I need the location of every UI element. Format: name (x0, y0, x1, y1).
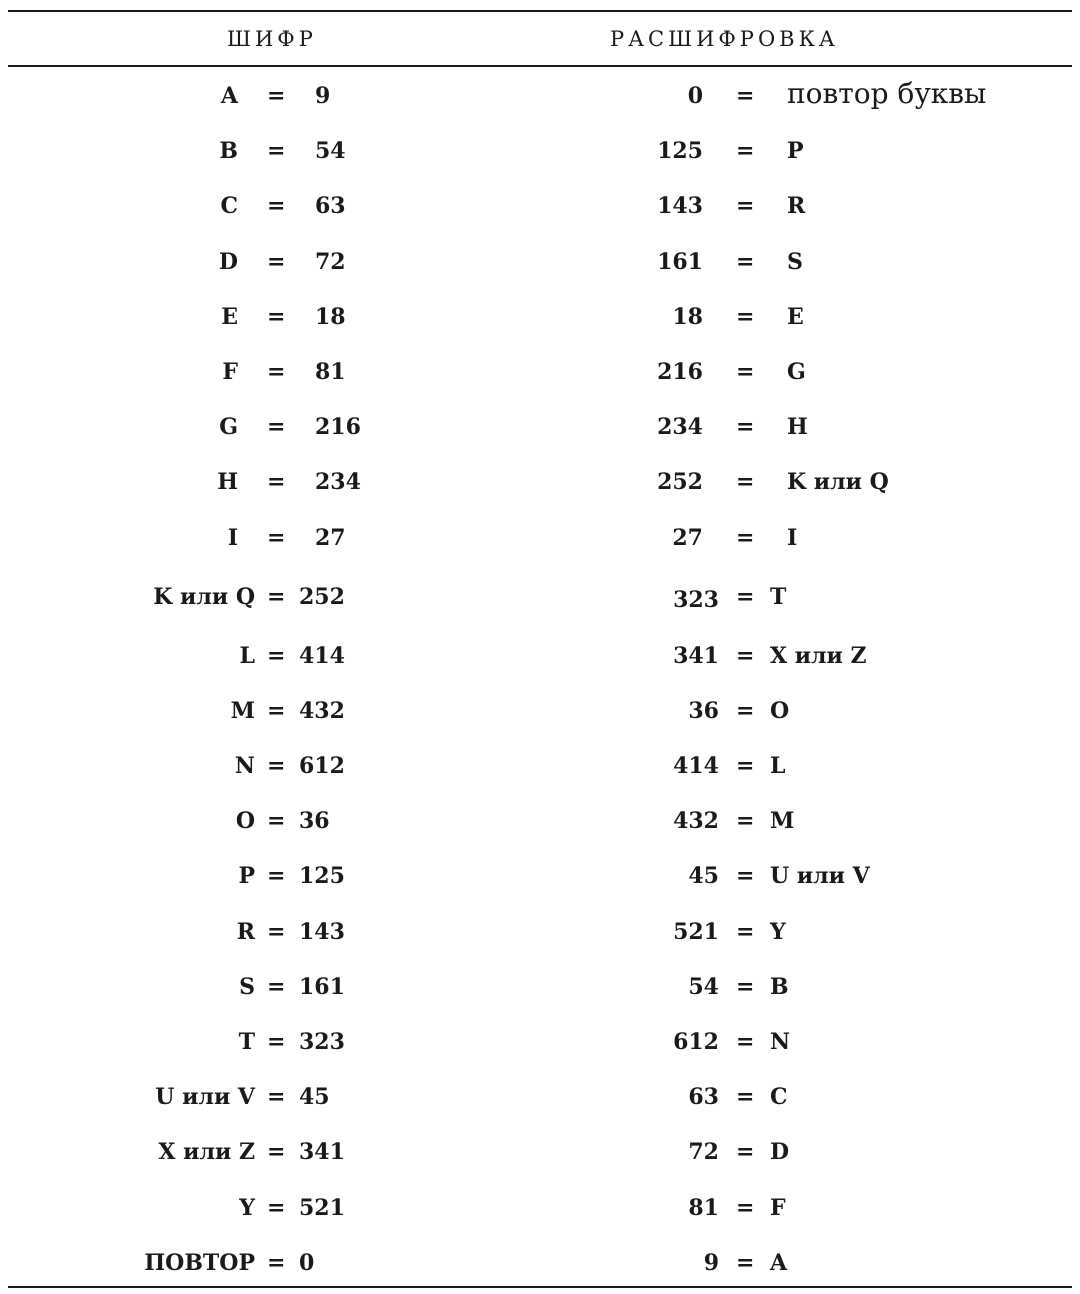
cipher-code: 27 (315, 525, 346, 551)
decoding-equals: = (736, 414, 755, 440)
cipher-letter: G (219, 414, 238, 440)
decoding-code: 72 (688, 1139, 719, 1165)
decoding-code: 252 (657, 469, 703, 495)
decoding-equals: = (736, 138, 755, 164)
cipher-letter: A (220, 83, 238, 109)
cipher-code: 161 (299, 974, 345, 1000)
decoding-code: 521 (673, 919, 719, 945)
cipher-code: 9 (315, 83, 331, 109)
decoding-equals: = (736, 359, 755, 385)
cipher-equals: = (267, 138, 286, 164)
cipher-letter: N (234, 753, 255, 779)
cipher-equals: = (267, 1195, 286, 1221)
cipher-code: 323 (299, 1029, 345, 1055)
cipher-equals: = (267, 1084, 286, 1110)
decoding-letter: O (770, 698, 790, 724)
decoding-code: 414 (673, 753, 719, 779)
decoding-letter: G (787, 359, 806, 385)
cipher-code: 414 (299, 643, 345, 669)
cipher-letter: C (220, 193, 238, 219)
cipher-letter: M (230, 698, 255, 724)
decoding-code: 161 (657, 249, 703, 275)
decoding-letter: повтор буквы (787, 77, 987, 110)
cipher-equals: = (267, 414, 286, 440)
decoding-code: 0 (687, 83, 703, 109)
cipher-equals: = (267, 359, 286, 385)
cipher-equals: = (267, 525, 286, 551)
decoding-equals: = (736, 808, 755, 834)
cipher-equals: = (267, 808, 286, 834)
decoding-code: 27 (672, 525, 703, 551)
cipher-code: 143 (299, 919, 345, 945)
cipher-equals: = (267, 1250, 286, 1276)
cipher-equals: = (267, 469, 286, 495)
decoding-letter: X или Z (770, 643, 867, 669)
cipher-letter: X или Z (158, 1139, 255, 1165)
decoding-letter: F (770, 1195, 786, 1221)
cipher-equals: = (267, 584, 286, 610)
cipher-letter: Y (239, 1195, 255, 1221)
cipher-letter: D (218, 249, 238, 275)
cipher-equals: = (267, 698, 286, 724)
decoding-code: 125 (657, 138, 703, 164)
decoding-code: 234 (657, 414, 703, 440)
decoding-code: 63 (688, 1084, 719, 1110)
decoding-equals: = (736, 1029, 755, 1055)
cipher-letter: U или V (155, 1084, 255, 1110)
cipher-equals: = (267, 249, 286, 275)
decoding-letter: Y (770, 919, 786, 945)
cipher-code: 0 (299, 1250, 315, 1276)
decoding-code: 323 (673, 587, 719, 613)
cipher-code: 125 (299, 863, 345, 889)
cipher-code: 521 (299, 1195, 345, 1221)
decoding-code: 9 (703, 1250, 719, 1276)
decoding-letter: K или Q (787, 469, 889, 495)
decoding-letter: N (770, 1029, 791, 1055)
cipher-letter: L (239, 643, 255, 669)
cipher-code: 81 (315, 359, 346, 385)
cipher-letter: ПОВТОР (144, 1250, 255, 1276)
decoding-equals: = (736, 1139, 755, 1165)
cipher-code: 18 (315, 304, 346, 330)
decoding-letter: L (770, 753, 786, 779)
decoding-letter: R (787, 193, 806, 219)
cipher-equals: = (267, 304, 286, 330)
bottom-rule (8, 1286, 1072, 1288)
cipher-code: 36 (299, 808, 330, 834)
decoding-equals: = (736, 1084, 755, 1110)
decoding-equals: = (736, 83, 755, 109)
decoding-code: 18 (672, 304, 703, 330)
cipher-equals: = (267, 753, 286, 779)
decoding-letter: U или V (770, 863, 870, 889)
decoding-equals: = (736, 469, 755, 495)
decoding-letter: A (770, 1250, 788, 1276)
decoding-code: 54 (688, 974, 719, 1000)
cipher-code: 432 (299, 698, 345, 724)
decoding-equals: = (736, 304, 755, 330)
decoding-equals: = (736, 525, 755, 551)
decoding-equals: = (736, 643, 755, 669)
cipher-letter: H (217, 469, 238, 495)
decoding-code: 45 (688, 863, 719, 889)
decoding-equals: = (736, 193, 755, 219)
decoding-code: 612 (673, 1029, 719, 1055)
decoding-code: 81 (688, 1195, 719, 1221)
cipher-code: 612 (299, 753, 345, 779)
cipher-equals: = (267, 193, 286, 219)
decoding-equals: = (736, 974, 755, 1000)
decoding-letter: D (770, 1139, 790, 1165)
cipher-letter: O (235, 808, 255, 834)
decoding-code: 432 (673, 808, 719, 834)
decoding-equals: = (736, 249, 755, 275)
cipher-letter: R (236, 919, 255, 945)
decoding-letter: M (770, 808, 795, 834)
cipher-code: 72 (315, 249, 346, 275)
decoding-equals: = (736, 698, 755, 724)
cipher-letter: P (238, 863, 255, 889)
cipher-header: ШИФР (227, 27, 317, 51)
decoding-letter: S (787, 249, 803, 275)
cipher-code: 341 (299, 1139, 345, 1165)
decoding-letter: E (787, 304, 804, 330)
decoding-code: 36 (688, 698, 719, 724)
cipher-equals: = (267, 1139, 286, 1165)
cipher-code: 252 (299, 584, 345, 610)
cipher-code: 234 (315, 469, 361, 495)
decoding-equals: = (736, 863, 755, 889)
cipher-letter: S (239, 974, 255, 1000)
cipher-equals: = (267, 643, 286, 669)
cipher-equals: = (267, 1029, 286, 1055)
cipher-letter: T (238, 1029, 255, 1055)
decoding-letter: B (770, 974, 789, 1000)
decoding-equals: = (736, 584, 755, 610)
cipher-code: 45 (299, 1084, 330, 1110)
cipher-code: 216 (315, 414, 361, 440)
decoding-letter: T (770, 584, 787, 610)
cipher-equals: = (267, 974, 286, 1000)
decoding-letter: C (770, 1084, 788, 1110)
decoding-code: 341 (673, 643, 719, 669)
cipher-letter: I (227, 525, 238, 551)
cipher-equals: = (267, 919, 286, 945)
cipher-code: 63 (315, 193, 346, 219)
decoding-header: РАСШИФРОВКА (610, 27, 839, 51)
decoding-letter: H (787, 414, 808, 440)
decoding-equals: = (736, 919, 755, 945)
decoding-code: 143 (657, 193, 703, 219)
decoding-equals: = (736, 1195, 755, 1221)
cipher-letter: E (221, 304, 238, 330)
decoding-equals: = (736, 1250, 755, 1276)
cipher-equals: = (267, 83, 286, 109)
cipher-letter: F (222, 359, 238, 385)
cipher-letter: K или Q (153, 584, 255, 610)
cipher-code: 54 (315, 138, 346, 164)
cipher-equals: = (267, 863, 286, 889)
cipher-letter: B (219, 138, 238, 164)
decoding-letter: P (787, 138, 804, 164)
decoding-equals: = (736, 753, 755, 779)
decoding-letter: I (787, 525, 798, 551)
decoding-code: 216 (657, 359, 703, 385)
